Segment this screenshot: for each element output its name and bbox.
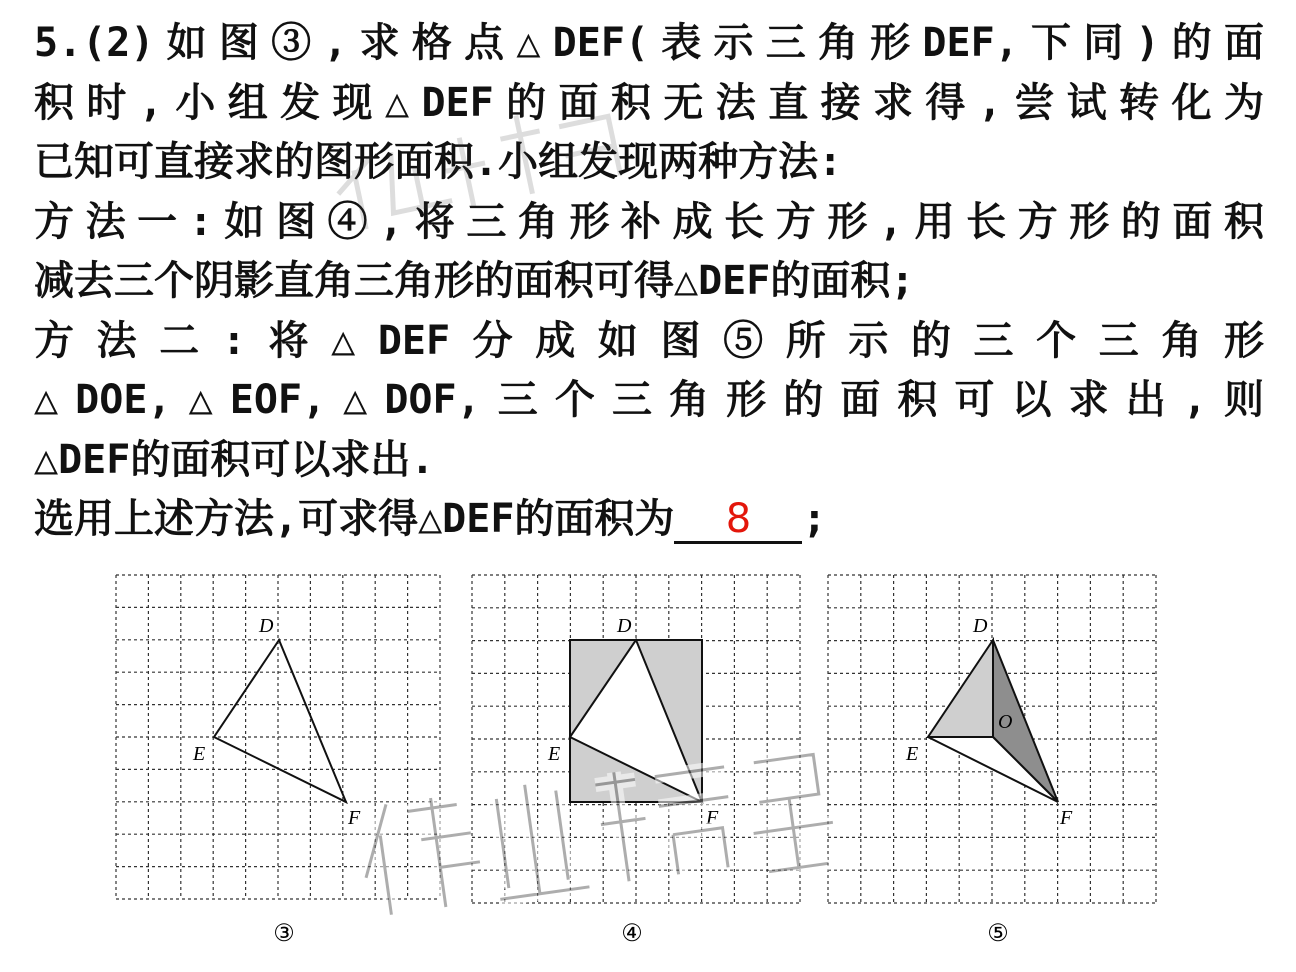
- problem-line: 减去三个阴影直角三角形的面积可得△DEF的面积;: [34, 258, 915, 304]
- answer-line: [34, 490, 1264, 550]
- figure-label: ⑤: [987, 919, 1009, 947]
- point-label-f: F: [348, 807, 361, 829]
- problem-line: 5.(2)如图③,求格点△DEF(表示三角形DEF,下同)的面: [34, 20, 1264, 66]
- point-label-d: D: [617, 615, 632, 637]
- answer-value: 8: [725, 496, 752, 542]
- point-label-d: D: [973, 615, 988, 637]
- figure-3: [116, 575, 440, 947]
- point-label-o: O: [998, 711, 1013, 733]
- figure-label: ③: [273, 919, 295, 947]
- problem-line: 已知可直接求的图形面积.小组发现两种方法:: [34, 139, 843, 185]
- figures: [0, 560, 1296, 972]
- point-label-f: F: [706, 807, 719, 829]
- problem-line: △DOE,△EOF,△DOF,三个三角形的面积可以求出,则: [34, 377, 1264, 423]
- problem-text: [34, 14, 1264, 550]
- point-label-e: E: [193, 743, 206, 765]
- problem-line: 方法二:将△DEF分成如图⑤所示的三个三角形: [34, 317, 1264, 364]
- figure-5: [828, 575, 1156, 947]
- answer-prefix: 选用上述方法,可求得△DEF的面积为: [34, 496, 675, 542]
- point-label-e: E: [548, 743, 561, 765]
- point-label-f: F: [1060, 807, 1073, 829]
- grid-3: [116, 575, 440, 899]
- problem-line: 积时,小组发现△DEF的面积无法直接求得,尝试转化为: [34, 79, 1264, 126]
- problem-line: 方法一:如图④,将三角形补成长方形,用长方形的面积: [34, 198, 1264, 245]
- triangle-def: [214, 640, 346, 802]
- figure-label: ④: [621, 919, 643, 947]
- triangle-doe: [928, 640, 993, 737]
- problem-line: △DEF的面积可以求出.: [34, 436, 435, 483]
- answer-blank[interactable]: [674, 497, 802, 544]
- answer-suffix: ;: [802, 496, 827, 542]
- figure-4: [472, 575, 800, 947]
- point-label-d: D: [259, 615, 274, 637]
- point-label-e: E: [906, 743, 919, 765]
